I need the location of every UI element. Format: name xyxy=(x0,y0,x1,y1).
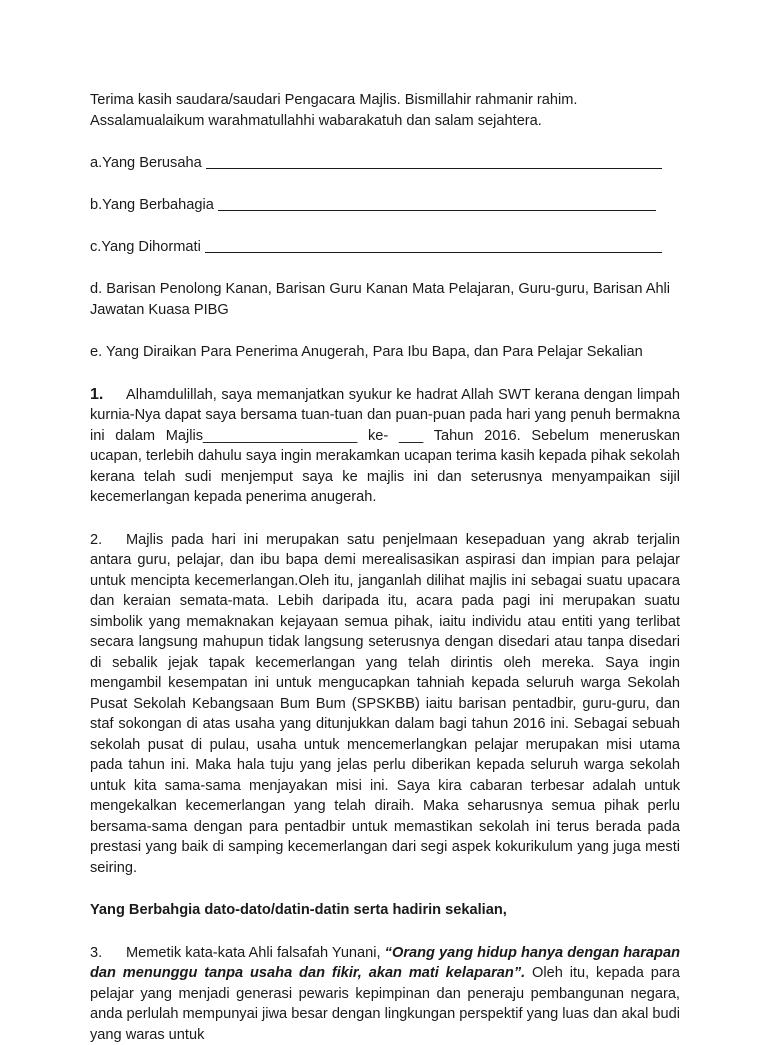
paragraph-text: Alhamdulillah, saya memanjatkan syukur ke hadrat Allah SWT kerana dengan limpah kurnia-Nya dapat saya bersama tuan-tuan dan puan-puan pada hari yang penuh bermakna ini dalam Majlis xyxy=(90,387,680,444)
fill-in-blank: ___________________ xyxy=(203,428,357,444)
salutation-line-c xyxy=(90,237,662,257)
salutation-line-b xyxy=(90,195,662,215)
paragraph-text: Memetik kata-kata Ahli falsafah Yunani, xyxy=(126,945,385,961)
fill-in-blank xyxy=(205,252,662,253)
paragraph-number: 1. xyxy=(90,385,126,406)
paragraph-text: ke- xyxy=(357,428,399,444)
section-heading: Yang Berbahgia dato-dato/datin-datin serta hadirin sekalian, xyxy=(90,900,680,921)
paragraph-number: 2. xyxy=(90,530,126,551)
salutation-label: b.Yang Berbahagia xyxy=(90,195,214,216)
paragraph-text: Oleh itu, kepada para pelajar yang menjadi generasi pewaris kepimpinan dan peneraju pembangunan negara, anda perlulah mempunyai jiwa besar dengan lingkungan perspektif yang luas dan akal budi yang waras untuk xyxy=(90,965,680,1043)
salutation-line-e: e. Yang Diraikan Para Penerima Anugerah, Para Ibu Bapa, dan Para Pelajar Sekalian xyxy=(90,342,680,363)
paragraph-1 xyxy=(90,385,680,508)
salutation-line-a xyxy=(90,153,662,173)
paragraph-text: Majlis pada hari ini merupakan satu penjelmaan kesepaduan yang akrab terjalin antara guru, pelajar, dan ibu bapa demi merealisasikan aspirasi dan impian para pelajar untuk mencipta kecemerlangan.Oleh itu, janganlah dilihat majlis ini sebagai suatu upacara dan keraian semata-mata. Lebih daripada itu, acara pada pagi ini merupakan suatu simbolik yang memaknakan kejayaan semua pihak, iaitu individu atau entiti yang terlibat secara langsung mahupun tidak langsung seterusnya dengan disedari atau tanpa disedari di sebalik jejak tapak kecemerlangan yang telah dirintis oleh mereka. Saya ingin mengambil kesempatan ini untuk mengucapkan tahniah kepada seluruh warga Sekolah Pusat Sekolah Kebangsaan Bum Bum (SPSKBB) iaitu barisan pentadbir, guru-guru, dan staf sokongan di atas usaha yang ditunjukkan dalam bagi tahun 2016 ini. Sebagai sebuah sekolah pusat di pulau, usaha untuk mencemerlangkan pelajar merupakan misi utama pada tahun ini. Maka hala tuju yang jelas perlu diberikan kepada seluruh warga sekolah untuk kita sama-sama menjayakan misi ini. Saya kira cabaran terbesar adalah untuk mengekalkan kecemerlangan yang telah diraih. Maka seharusnya semua pihak perlu bersama-sama dengan para pentadbir untuk memastikan sekolah ini terus berada pada prestasi yang baik di samping kecemerlangan dari segi aspek kokurikulum yang juga mesti seiring. xyxy=(90,532,680,876)
opening-greeting: Terima kasih saudara/saudari Pengacara Majlis. Bismillahir rahmanir rahim. Assalamualaikum warahmatullahhi wabarakatuh dan salam sejahtera. xyxy=(90,90,680,131)
paragraph-number: 3. xyxy=(90,943,126,964)
fill-in-blank xyxy=(206,168,662,169)
salutation-line-d: d. Barisan Penolong Kanan, Barisan Guru Kanan Mata Pelajaran, Guru-guru, Barisan Ahli Jawatan Kuasa PIBG xyxy=(90,279,680,320)
fill-in-blank: ___ xyxy=(399,428,423,444)
paragraph-3 xyxy=(90,943,680,1045)
quotation: “Orang yang hidup hanya dengan harapan dan menunggu tanpa usaha dan fikir, akan mati kelaparan”. xyxy=(90,945,680,982)
paragraph-text: Tahun 2016. Sebelum meneruskan ucapan, terlebih dahulu saya ingin merakamkan ucapan terima kasih kepada pihak sekolah kerana telah sudi menjemput saya ke majlis ini dan seterusnya menyampaikan sijil kecemerlangan kepada penerima anugerah. xyxy=(90,428,680,506)
paragraph-2 xyxy=(90,530,680,879)
fill-in-blank xyxy=(218,210,656,211)
salutation-label: a.Yang Berusaha xyxy=(90,153,202,174)
salutation-label: c.Yang Dihormati xyxy=(90,237,201,258)
